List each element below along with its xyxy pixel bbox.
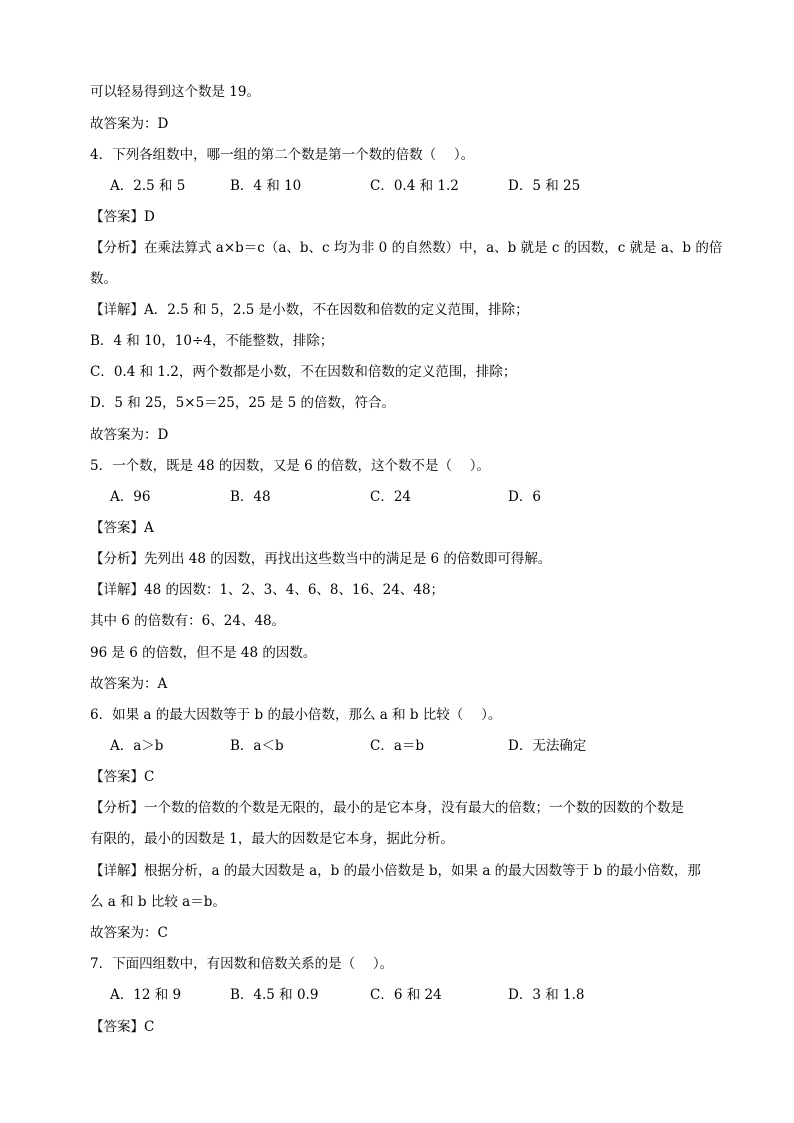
question-6-options [0, 736, 794, 756]
option-c: C．6 和 24 [370, 987, 442, 1003]
answer-label: 【答案】A [90, 520, 154, 536]
answer-line: 故答案为：D [90, 116, 169, 132]
answer-line: 故答案为：D [90, 427, 169, 443]
question-5-options [0, 487, 794, 507]
detail-line: B．4 和 10，10÷4，不能整数，排除； [90, 333, 334, 349]
option-d: D．无法确定 [508, 738, 587, 754]
detail-line: 【详解】根据分析，a 的最大因数是 a，b 的最小倍数是 b，如果 a 的最大因数等于 b 的最小倍数，那 [90, 863, 701, 879]
option-a: A．a＞b [110, 738, 164, 754]
analysis-line: 【分析】先列出 48 的因数，再找出这些数当中的满足是 6 的倍数即可得解。 [90, 551, 552, 567]
detail-line: 么 a 和 b 比较 a＝b。 [90, 894, 226, 910]
detail-line: 96 是 6 的倍数，但不是 48 的因数。 [90, 645, 317, 661]
detail-line: 【详解】48 的因数：1、2、3、4、6、8、16、24、48； [90, 582, 445, 598]
analysis-line: 【分析】一个数的倍数的个数是无限的，最小的是它本身，没有最大的倍数；一个数的因数的个数是 [90, 800, 684, 816]
question-7-options [0, 985, 794, 1005]
detail-line: 【详解】A．2.5 和 5，2.5 是小数，不在因数和倍数的定义范围，排除； [90, 302, 529, 318]
answer-label: 【答案】C [90, 769, 155, 785]
option-c: C．a＝b [370, 738, 425, 754]
option-b: B．48 [230, 489, 271, 505]
detail-line: 其中 6 的倍数有：6、24、48。 [90, 613, 286, 629]
answer-label: 【答案】C [90, 1019, 155, 1035]
option-d: D．5 和 25 [508, 178, 581, 194]
option-a: A．96 [110, 489, 151, 505]
question-5: 5．一个数，既是 48 的因数，又是 6 的倍数，这个数不是（ ）。 [90, 458, 491, 474]
option-c: C．24 [370, 489, 412, 505]
option-b: B．4 和 10 [230, 178, 302, 194]
option-b: B．a＜b [230, 738, 284, 754]
detail-line: C．0.4 和 1.2，两个数都是小数，不在因数和倍数的定义范围，排除； [90, 364, 517, 380]
analysis-line: 数。 [90, 271, 117, 287]
question-4-options [0, 176, 794, 196]
option-b: B．4.5 和 0.9 [230, 987, 319, 1003]
answer-label: 【答案】D [90, 209, 155, 225]
option-a: A．2.5 和 5 [110, 178, 186, 194]
analysis-line: 【分析】在乘法算式 a×b＝c（a、b、c 均为非 0 的自然数）中，a、b 就是 c 的因数，c 就是 a、b 的倍 [90, 240, 723, 256]
answer-line: 故答案为：A [90, 676, 168, 692]
option-c: C．0.4 和 1.2 [370, 178, 459, 194]
question-7: 7．下面四组数中，有因数和倍数关系的是（ ）。 [90, 956, 394, 972]
option-d: D．3 和 1.8 [508, 987, 585, 1003]
option-a: A．12 和 9 [110, 987, 182, 1003]
question-6: 6．如果 a 的最大因数等于 b 的最小倍数，那么 a 和 b 比较（ ）。 [90, 707, 502, 723]
text-line: 可以轻易得到这个数是 19。 [90, 84, 260, 100]
question-4: 4．下列各组数中，哪一组的第二个数是第一个数的倍数（ ）。 [90, 147, 475, 163]
option-d: D．6 [508, 489, 541, 505]
detail-line: D．5 和 25，5×5＝25，25 是 5 的倍数，符合。 [90, 395, 395, 411]
analysis-line: 有限的，最小的因数是 1，最大的因数是它本身，据此分析。 [90, 831, 454, 847]
answer-line: 故答案为：C [90, 925, 168, 941]
